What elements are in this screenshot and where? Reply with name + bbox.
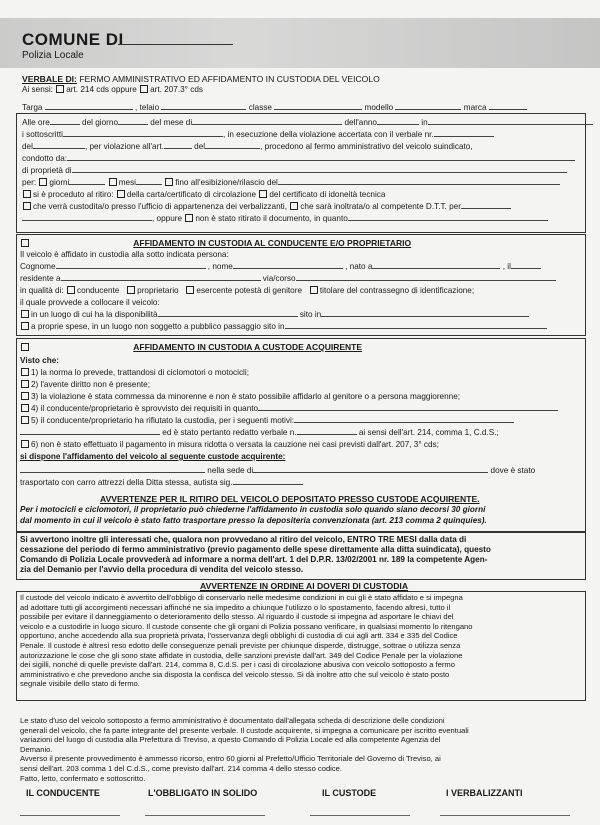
sig-conducente-line[interactable] bbox=[20, 815, 120, 816]
text: condotto da: bbox=[22, 154, 68, 163]
text: Alle ore bbox=[22, 118, 50, 127]
text: residente a bbox=[20, 274, 61, 283]
art-field[interactable] bbox=[164, 148, 192, 149]
giorni-field[interactable] bbox=[69, 184, 105, 185]
sec1-line-6 bbox=[20, 310, 529, 320]
verbale-label: VERBALE DI: bbox=[22, 74, 77, 84]
text: trasportato con carro attrezzi della Ditta stessa, autista sig. bbox=[20, 478, 233, 487]
rilascio-field[interactable] bbox=[278, 184, 560, 185]
text: del certificato di idoneità tecnica bbox=[269, 190, 386, 199]
verbale-text: FERMO AMMINISTRATIVO ED AFFIDAMENTO IN CUSTODIA DEL VEICOLO bbox=[79, 74, 380, 84]
sec2-trasportato bbox=[20, 478, 303, 488]
sig-custode-line[interactable] bbox=[310, 815, 410, 816]
sec1-line-4 bbox=[20, 286, 474, 296]
text: autorizzazione le cose che gli sono state affidate in custodia, delle sanzioni previste dall'art. 349 del Codice Penale per la violazione bbox=[20, 650, 463, 660]
sec1-line-2 bbox=[20, 262, 541, 272]
dtt-motivo-field[interactable] bbox=[22, 220, 152, 221]
nato-field[interactable] bbox=[372, 268, 500, 269]
ore-field[interactable] bbox=[50, 124, 80, 125]
giorno-field[interactable] bbox=[118, 124, 148, 125]
avv3-title: AVVERTENZE IN ORDINE AI DOVERI DI CUSTODIA bbox=[200, 581, 409, 591]
custode-field[interactable] bbox=[20, 472, 205, 473]
avv2-line-4: zia del Demanio per l'avvio della procedura di vendita del veicolo stesso. bbox=[20, 565, 304, 574]
main-line-7 bbox=[22, 190, 385, 200]
text: che verrà custodita/o presso l'ufficio di appartenenza dei verbalizzanti, bbox=[33, 202, 288, 211]
verbale-nr-field[interactable] bbox=[434, 136, 494, 137]
text: in qualità di: bbox=[20, 286, 64, 295]
del2-field[interactable] bbox=[205, 148, 260, 149]
text: ed è stato pertanto redatto verbale n. bbox=[162, 428, 297, 437]
cognome-field[interactable] bbox=[56, 268, 206, 269]
main-line-9 bbox=[22, 214, 548, 224]
main-line-2 bbox=[22, 130, 494, 140]
opt-214-label: art. 214 cds oppure bbox=[66, 85, 137, 94]
anno-field[interactable] bbox=[377, 124, 419, 125]
comune-name-line bbox=[118, 44, 233, 45]
targa-label: Targa bbox=[22, 103, 43, 112]
ai-sensi-line bbox=[22, 85, 203, 95]
main-line-5 bbox=[22, 166, 567, 176]
page-title: COMUNE DI bbox=[22, 30, 124, 49]
text: titolare del contrassegno di identificazione; bbox=[319, 286, 475, 295]
motivo-field[interactable] bbox=[348, 220, 548, 221]
checkbox[interactable] bbox=[39, 178, 47, 186]
text: veicolo e a custodirle in luogo sicuro. Il custode consente che gli organi di Polizia possano verificare, in qualsiasi momento lo ritengano bbox=[20, 621, 473, 631]
text: che sarà inoltrata/o al competente D.T.T. per bbox=[300, 202, 461, 211]
text: del mese di bbox=[150, 118, 193, 127]
avv1-title: AVVERTENZE PER IL RITIRO DEL VEICOLO DEPOSITATO PRESSO CUSTODE ACQUIRENTE. bbox=[100, 494, 480, 504]
data-nascita-field[interactable] bbox=[511, 268, 541, 269]
luogo-field[interactable] bbox=[428, 124, 593, 125]
text: possibile per evitare il danneggiamento o deterioramento dello stesso. Al riguardo il custode si impegna ad asportare le chiavi del bbox=[20, 612, 454, 622]
text: Il veicolo è affidato in custodia alla sotto indicata persona: bbox=[20, 250, 229, 259]
text: Penale. Il custode è altresì reso edotto delle conseguenze penali previste per chiunque disperde, distrugge, sottrae o utilizza senza bbox=[20, 640, 461, 650]
checkbox[interactable] bbox=[117, 190, 125, 198]
checkbox[interactable] bbox=[21, 322, 29, 330]
sec1-title-row bbox=[20, 238, 411, 249]
sig-verbalizzanti-line[interactable] bbox=[440, 815, 570, 816]
checkbox[interactable] bbox=[127, 286, 135, 294]
checkbox[interactable] bbox=[21, 239, 29, 247]
checkbox[interactable] bbox=[165, 178, 173, 186]
checkbox[interactable] bbox=[67, 286, 75, 294]
sig-custode-label: IL CUSTODE bbox=[322, 788, 377, 798]
checkbox[interactable] bbox=[23, 190, 31, 198]
text: dove è stato bbox=[490, 466, 536, 475]
checkbox[interactable] bbox=[23, 202, 31, 210]
proprieta-field[interactable] bbox=[72, 172, 567, 173]
text: Fatto, letto, confermato e sottoscritto. bbox=[20, 773, 146, 783]
condotto-field[interactable] bbox=[67, 160, 575, 161]
text: dell'anno bbox=[344, 118, 377, 127]
text: Le stato d'uso del veicolo sottoposto a fermo amministrativo è documentato dall'allegata scheda di descrizione delle condizioni bbox=[20, 716, 445, 725]
visto-che: Visto che: bbox=[20, 356, 59, 365]
text: generali del veicolo, che fa parte integrante del presente verbale. Il custode acquirente, si impegna a comunicare per iscritto eventuali bbox=[20, 725, 469, 735]
text: Demanio. bbox=[20, 744, 53, 754]
checkbox[interactable] bbox=[21, 343, 29, 351]
text: Il custode del veicolo indicato è avvertito dell'obbligo di conservarlo nelle medesime condizioni in cui gli è stato affidato e si impegna bbox=[20, 593, 463, 602]
checkbox[interactable] bbox=[109, 178, 117, 186]
checkbox[interactable] bbox=[21, 368, 29, 376]
text: si dispone l'affidamento del veicolo al seguente custode acquirente: bbox=[20, 452, 286, 461]
main-line-4 bbox=[22, 154, 575, 164]
text: opportuno, anche accedendo alla sua proprietà privata, l'osservanza degli obblighi di custodia di cui agli artt. 334 e 335 del Codice bbox=[20, 631, 458, 641]
modello-field[interactable] bbox=[395, 109, 461, 110]
text: , in esecuzione della violazione accertata con il verbale nr. bbox=[222, 130, 434, 139]
luogo1-field[interactable] bbox=[158, 316, 298, 317]
sig-obbligato-line[interactable] bbox=[145, 815, 265, 816]
text: proprietario bbox=[137, 286, 179, 295]
text: 3) la violazione è stata commessa da minorenne e non è stato possibile affidarlo al genitore o a persona maggiorenne; bbox=[31, 392, 461, 401]
text: per: bbox=[22, 178, 37, 187]
checkbox[interactable] bbox=[21, 416, 29, 424]
verbale-line bbox=[22, 74, 380, 84]
checkbox[interactable] bbox=[310, 286, 318, 294]
checkbox[interactable] bbox=[185, 214, 193, 222]
ai-sensi-label: Ai sensi: bbox=[22, 85, 53, 94]
motivi-field[interactable] bbox=[294, 422, 514, 423]
sig-verbalizzanti-label: I VERBALIZZANTI bbox=[446, 788, 523, 798]
text: di proprietà di bbox=[22, 166, 72, 175]
opt-207-label: art. 207.3° cds bbox=[150, 85, 203, 94]
text: in un luogo di cui ha la disponibilità bbox=[31, 310, 158, 319]
checkbox[interactable] bbox=[21, 392, 29, 400]
sec2-title: AFFIDAMENTO IN CUSTODIA A CUSTODE ACQUIRENTE bbox=[133, 342, 363, 352]
text: ai sensi dell'art. 214, comma 1, C.d.S.; bbox=[358, 428, 499, 437]
checkbox[interactable] bbox=[21, 310, 29, 318]
avv2-line-3: Comando di Polizia Locale provvederà ad informare a norma dell'art. 1 del D.P.R. 13/02/2001 nr. 189 la competente Agen- bbox=[20, 555, 488, 564]
marca-field[interactable] bbox=[489, 109, 527, 110]
main-line-1 bbox=[22, 118, 593, 128]
sig-obbligato-label: L'OBBLIGATO IN SOLIDO bbox=[148, 788, 258, 798]
text: , oppure bbox=[152, 214, 183, 223]
text: 4) il conducente/proprietario è sprovvisto dei requisiti in quanto bbox=[31, 404, 259, 413]
text: nella sede di bbox=[207, 466, 254, 475]
vehicle-row bbox=[22, 103, 582, 113]
text: della carta/certificato di circolazione bbox=[126, 190, 257, 199]
telaio-field[interactable] bbox=[161, 109, 246, 110]
text: si è proceduto al ritiro: bbox=[33, 190, 114, 199]
sec1-title: AFFIDAMENTO IN CUSTODIA AL CONDUCENTE E/O PROPRIETARIO bbox=[133, 238, 412, 248]
verbale-n-field[interactable] bbox=[297, 434, 357, 435]
del-field[interactable] bbox=[33, 148, 85, 149]
text: , procedono al fermo amministrativo del veicolo suindicato, bbox=[260, 142, 473, 151]
sec2-sede bbox=[20, 466, 535, 476]
avv2-line-2: cessazione del periodo di fermo amministrativo (previo pagamento delle spese direttamente alla ditta suindicata), questo bbox=[20, 545, 491, 554]
sec2-item-4 bbox=[20, 404, 558, 414]
text: sensi dell'art. 203 comma 1 del C.d.S., come previsto dall'art. 214 comma 4 dello stesso codice. bbox=[20, 763, 342, 773]
text: del bbox=[194, 142, 206, 151]
text: non è stato ritirato il documento, in quanto bbox=[195, 214, 348, 223]
page-subtitle: Polizia Locale bbox=[22, 50, 84, 61]
text: Cognome bbox=[20, 262, 56, 271]
sec1-line-3 bbox=[20, 274, 556, 284]
sede-field[interactable] bbox=[253, 472, 488, 473]
checkbox[interactable] bbox=[140, 85, 148, 93]
avv3-text bbox=[20, 593, 473, 689]
autista-field[interactable] bbox=[233, 484, 303, 485]
sec2-item-1 bbox=[20, 368, 249, 378]
requisiti-field[interactable] bbox=[258, 410, 558, 411]
classe-field[interactable] bbox=[274, 109, 362, 110]
main-line-6 bbox=[22, 178, 560, 188]
marca-label: marca bbox=[463, 103, 487, 112]
sec1-line-5 bbox=[20, 298, 160, 308]
sec2-item-5b bbox=[20, 428, 499, 438]
text: via/corso bbox=[262, 274, 296, 283]
sig-conducente-label: IL CONDUCENTE bbox=[26, 788, 100, 798]
sottoscritti-field[interactable] bbox=[63, 136, 223, 137]
text: amministrativo e che prevedono anche sia disposta la confisca del veicolo stesso. Si dà inoltre atto che sul veicolo è stato posto bbox=[20, 669, 450, 679]
text: mesi bbox=[118, 178, 136, 187]
text: 2) l'avente diritto non è presente; bbox=[31, 380, 150, 389]
text: esercente potestà di genitore bbox=[196, 286, 303, 295]
text: ad adottare tutti gli accorgimenti necessari affinché ne sia impedito a chiunque l'utilizzo o lo spostamento, facendo altresì, tutto il bbox=[20, 602, 451, 612]
text: 6) non è stato effettuato il pagamento in misura ridotta o versata la cauzione nei casi previsti dall'art. 207, 3° cds; bbox=[31, 440, 439, 449]
checkbox[interactable] bbox=[290, 202, 298, 210]
text: conducente bbox=[76, 286, 120, 295]
mese-field[interactable] bbox=[192, 124, 342, 125]
sec2-item-3 bbox=[20, 392, 460, 402]
text: segnale visibile dello stato di fermo. bbox=[20, 679, 140, 689]
sec1-line-1 bbox=[20, 250, 229, 260]
checkbox[interactable] bbox=[56, 85, 64, 93]
residente-field[interactable] bbox=[61, 280, 261, 281]
dtt-field[interactable] bbox=[461, 208, 511, 209]
sec2-item-6 bbox=[20, 440, 439, 450]
text: variazioni del luogo di custodia alla Prefettura di Treviso, a questo Comando di Polizia Locale ed alla competente Agenzia del bbox=[20, 735, 441, 745]
avv1-line-1: Per i motocicli e ciclomotori, il proprietario può chiederne l'affidamento in custodia solo quando siano decorsi 30 giorni bbox=[20, 505, 486, 514]
via-field[interactable] bbox=[296, 280, 556, 281]
text: fino all'esibizione/rilascio del bbox=[175, 178, 278, 187]
text: sito in bbox=[299, 310, 322, 319]
motivi2-field[interactable] bbox=[20, 434, 160, 435]
text: 5) il conducente/proprietario ha rifiutato la custodia, per i seguenti motivi: bbox=[31, 416, 295, 425]
text: il quale provvede a collocare il veicolo: bbox=[20, 298, 160, 307]
text: , nato a bbox=[345, 262, 373, 271]
checkbox[interactable] bbox=[186, 286, 194, 294]
sec2-dispone bbox=[20, 452, 285, 462]
text: del giorno bbox=[82, 118, 119, 127]
text: , nome bbox=[207, 262, 233, 271]
final-text bbox=[20, 716, 469, 783]
mesi-field[interactable] bbox=[136, 184, 162, 185]
main-line-8 bbox=[22, 202, 511, 212]
nome-field[interactable] bbox=[233, 268, 343, 269]
text: i sottoscritti bbox=[22, 130, 63, 139]
text: dei sigilli, nonché di quelle previste dall'art. 214, comma 8, C.d.S. per i casi di circolazione abusiva con veicolo sottoposto a fermo bbox=[20, 660, 455, 670]
text: a proprie spese, in un luogo non soggetto a pubblico passaggio sito in bbox=[31, 322, 285, 331]
text: 1) la norma lo prevede, trattandosi di ciclomotori o motocicli; bbox=[31, 368, 249, 377]
modello-label: modello bbox=[364, 103, 394, 112]
main-line-3 bbox=[22, 142, 473, 152]
classe-label: classe bbox=[248, 103, 272, 112]
sec2-title-row bbox=[20, 342, 362, 353]
text: , il bbox=[502, 262, 511, 271]
luogo2-field[interactable] bbox=[285, 328, 547, 329]
text: del bbox=[22, 142, 33, 151]
checkbox[interactable] bbox=[259, 190, 267, 198]
checkbox[interactable] bbox=[21, 404, 29, 412]
text: , per violazione all'art. bbox=[84, 142, 164, 151]
avv1-line-2: dal momento in cui il veicolo è stato fatto trasportare presso la depositeria convenzionata (art. 213 comma 2 quinquies). bbox=[20, 516, 487, 525]
avv2-line-1: Si avvertono inoltre gli interessati che, qualora non provvedano al ritiro del veicolo, ENTRO TRE MESI dalla data di bbox=[20, 535, 467, 544]
text: in bbox=[421, 118, 428, 127]
sec1-line-7 bbox=[20, 322, 547, 332]
sec2-item-5 bbox=[20, 416, 514, 426]
text: giorni bbox=[49, 178, 70, 187]
sec2-item-2 bbox=[20, 380, 150, 390]
checkbox[interactable] bbox=[21, 440, 29, 448]
text: Avverso il presente provvedimento è ammesso ricorso, entro 60 giorni al Prefetto/Ufficio Territoriale del Governo di Treviso, ai bbox=[20, 754, 441, 764]
checkbox[interactable] bbox=[21, 380, 29, 388]
telaio-label: , telaio bbox=[135, 103, 160, 112]
sito-field[interactable] bbox=[321, 316, 529, 317]
targa-field[interactable] bbox=[45, 109, 133, 110]
